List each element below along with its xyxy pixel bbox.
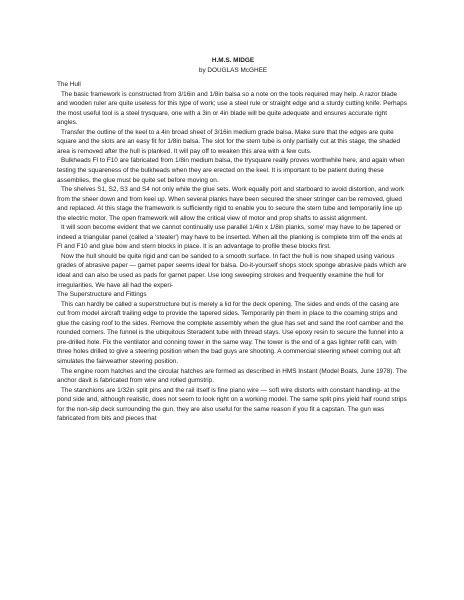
paragraph-hatches: The engine room hatches and the circular hatches are formed as described in HMS Instant (Model Boats, June 1978). The anchor davit is fabricated from wire and rolled gumstrip.	[57, 367, 407, 385]
paragraph-sanding: Now the hull should be quite rigid and can be sanded to a smooth surface. In fact the hull is now shaped using various grades of abrasive paper — garnet paper seems ideal for balsa. Do-it-yourself shops stock sponge abrasive pads which are ideal and can also be used as pads for garnet paper. Use long sweeping strokes and frequently examine the hull for irregularities. We have all had the experi-	[57, 252, 407, 289]
paragraph-keel: Transfer the outline of the keel to a 4in broad sheet of 3/16in medium grade balsa. Make sure that the edges are quite square and the slots are an easy fit for 1/8in balsa. The slot for the stern tube is only partially cut at this stage, the shaded area is removed after the hull is planked. It will pay off to weaken this area with a few cuts.	[57, 128, 401, 155]
article-author: by DOUGLAS McGHEE	[198, 66, 268, 74]
section-heading-hull: The Hull	[57, 81, 81, 89]
article-page	[57, 56, 409, 424]
paragraph-bulkheads: Bulkheads Fl to F10 are fabricated from 1/8in medium balsa, the trysquare really proves worthwhile here, and again when testing the squareness of the bulkheads when they are erected on the keel. It is important to be patient during these assemblies, the glue must be quite set before moving on.	[57, 157, 405, 184]
paragraph-planks: It will soon become evident that we cannot continually use parallel 1/4in x 1/8in planks, some' may have to be tapered or indeed a triangular panel (called a 'stealer') may have to be inserted. When all the planking is complete trim off the ends at Fl and F10 and glue bow and stern blocks in place. It is an advantage to profile these blocks first.	[57, 224, 403, 251]
paragraph-superstructure: This can hardly be called a superstructure but is merely a lid for the deck opening. The sides and ends of the casing are cut from model aircraft trailing edge to provide the tapered sides. Temporarily pin them in place to the coaming strips and glue the casing roof to the sides. Remove the complete assembly when the glue has set and sand the roof camber and the rounded corners. The funnel is the ubiquitous Steradent tube with thread stays. Use epoxy resin to secure the funnel into a pre-drilled hole. Fix the ventilator and conning tower in the same way. The tower is the end of a gas lighter refill can, with three holes drilled to give a steering position when the bad guys are shooting. A commercial steering wheel coming out aft simulates the fairweather steering position.	[57, 300, 404, 365]
paragraph-shelves: The shelves S1, S2, S3 and S4 not only while the glue sets. Work equally port and starboard to avoid distortion, and work from the sheer down and from keel up. When several planks have been secured the sheer stringer can be removed, glued and replaced. At this stage the framework is sufficiently rigid to enable you to secure the stern tube and temporarily line up the electric motor. The open framework will allow the critical view of motor and prop shafts to assist alignment.	[57, 186, 405, 222]
section-heading-superstructure: The Superstructure and Fittings	[57, 291, 147, 299]
article-title: H.M.S. MIDGE	[211, 57, 255, 64]
paragraph-stanchions: The stanchions are 1/32in split pins and the rail itself is fine piano wire — soft wire distorts with constant handling- at the pond side and, although realistic, does not seem to look right on a working model. The same split pins yield half round strips for the non-slip deck surrounding the gun, they are also useful for the same reason if you fit a capstan. The gun was fabricated from bits and pieces that	[57, 386, 407, 423]
paragraph-tools: The basic framework is constructed from 3/16in and 1/8in balsa so a note on the tools required may help. A razor blade and wooden ruler are quite useless for this type of work; use a steel rule or straight edge and a sturdy cutting knife. Perhaps the most useful tool is a steel trysquare, one with a 3in or 4in blade will be quite adequate and ensures accurate right angles.	[57, 90, 407, 127]
